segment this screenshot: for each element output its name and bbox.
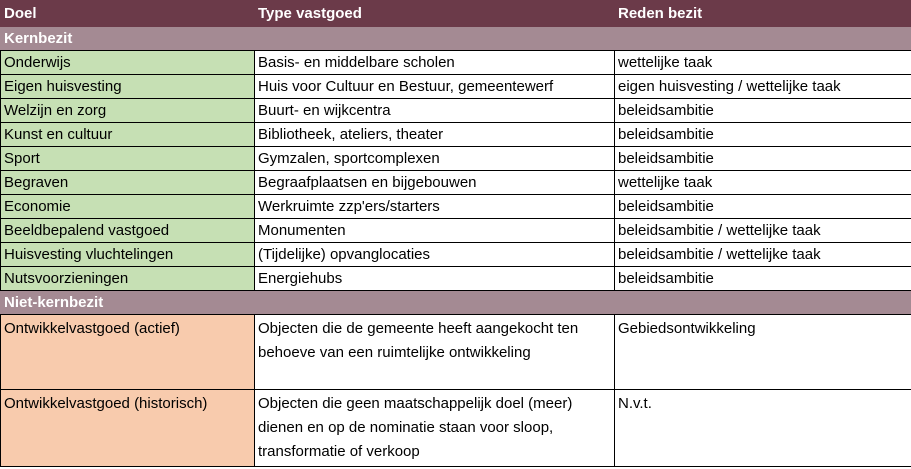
reden-cell: beleidsambitie [615,147,911,171]
reden-cell: N.v.t. [615,390,911,467]
table-row [1,123,911,147]
type-cell: Buurt- en wijkcentra [255,99,615,123]
section-title: Kernbezit [1,27,911,51]
type-cell: Objecten die geen maatschappelijk doel (meer) dienen en op de nominatie staan voor sloop, transformatie of verkoop [255,390,615,467]
doel-cell: Sport [1,147,255,171]
reden-cell: beleidsambitie / wettelijke taak [615,219,911,243]
reden-cell: eigen huisvesting / wettelijke taak [615,75,911,99]
reden-cell: Gebiedsontwikkeling [615,315,911,390]
type-cell: Objecten die de gemeente heeft aangekocht ten behoeve van een ruimtelijke ontwikkeling [255,315,615,390]
table-row [1,219,911,243]
reden-cell: beleidsambitie [615,195,911,219]
reden-cell: beleidsambitie [615,99,911,123]
reden-cell: wettelijke taak [615,51,911,75]
table-row [1,99,911,123]
type-cell: Bibliotheek, ateliers, theater [255,123,615,147]
doel-cell: Welzijn en zorg [1,99,255,123]
doel-cell: Eigen huisvesting [1,75,255,99]
table-row [1,171,911,195]
reden-cell: beleidsambitie [615,123,911,147]
type-cell: Begraafplaatsen en bijgebouwen [255,171,615,195]
section-row-niet-kernbezit [1,291,911,315]
header-row [1,1,911,27]
doel-cell: Ontwikkelvastgoed (actief) [1,315,255,390]
table-row [1,390,911,467]
table-row [1,51,911,75]
type-cell: (Tijdelijke) opvanglocaties [255,243,615,267]
table-row [1,315,911,390]
type-cell: Huis voor Cultuur en Bestuur, gemeentewerf [255,75,615,99]
table-row [1,75,911,99]
reden-cell: beleidsambitie / wettelijke taak [615,243,911,267]
doel-cell: Begraven [1,171,255,195]
doel-cell: Onderwijs [1,51,255,75]
reden-cell: beleidsambitie [615,267,911,291]
doel-cell: Ontwikkelvastgoed (historisch) [1,390,255,467]
table-row [1,243,911,267]
header-doel: Doel [1,1,255,27]
table-row [1,267,911,291]
type-cell: Energiehubs [255,267,615,291]
type-cell: Basis- en middelbare scholen [255,51,615,75]
doel-cell: Huisvesting vluchtelingen [1,243,255,267]
section-title: Niet-kernbezit [1,291,911,315]
header-type-vastgoed: Type vastgoed [255,1,615,27]
section-row-kernbezit [1,27,911,51]
type-cell: Monumenten [255,219,615,243]
type-cell: Gymzalen, sportcomplexen [255,147,615,171]
doel-cell: Nutsvoorzieningen [1,267,255,291]
table-row [1,195,911,219]
type-cell: Werkruimte zzp'ers/starters [255,195,615,219]
doel-cell: Kunst en cultuur [1,123,255,147]
table-row [1,147,911,171]
header-reden-bezit: Reden bezit [615,1,911,27]
doel-cell: Economie [1,195,255,219]
reden-cell: wettelijke taak [615,171,911,195]
doel-cell: Beeldbepalend vastgoed [1,219,255,243]
